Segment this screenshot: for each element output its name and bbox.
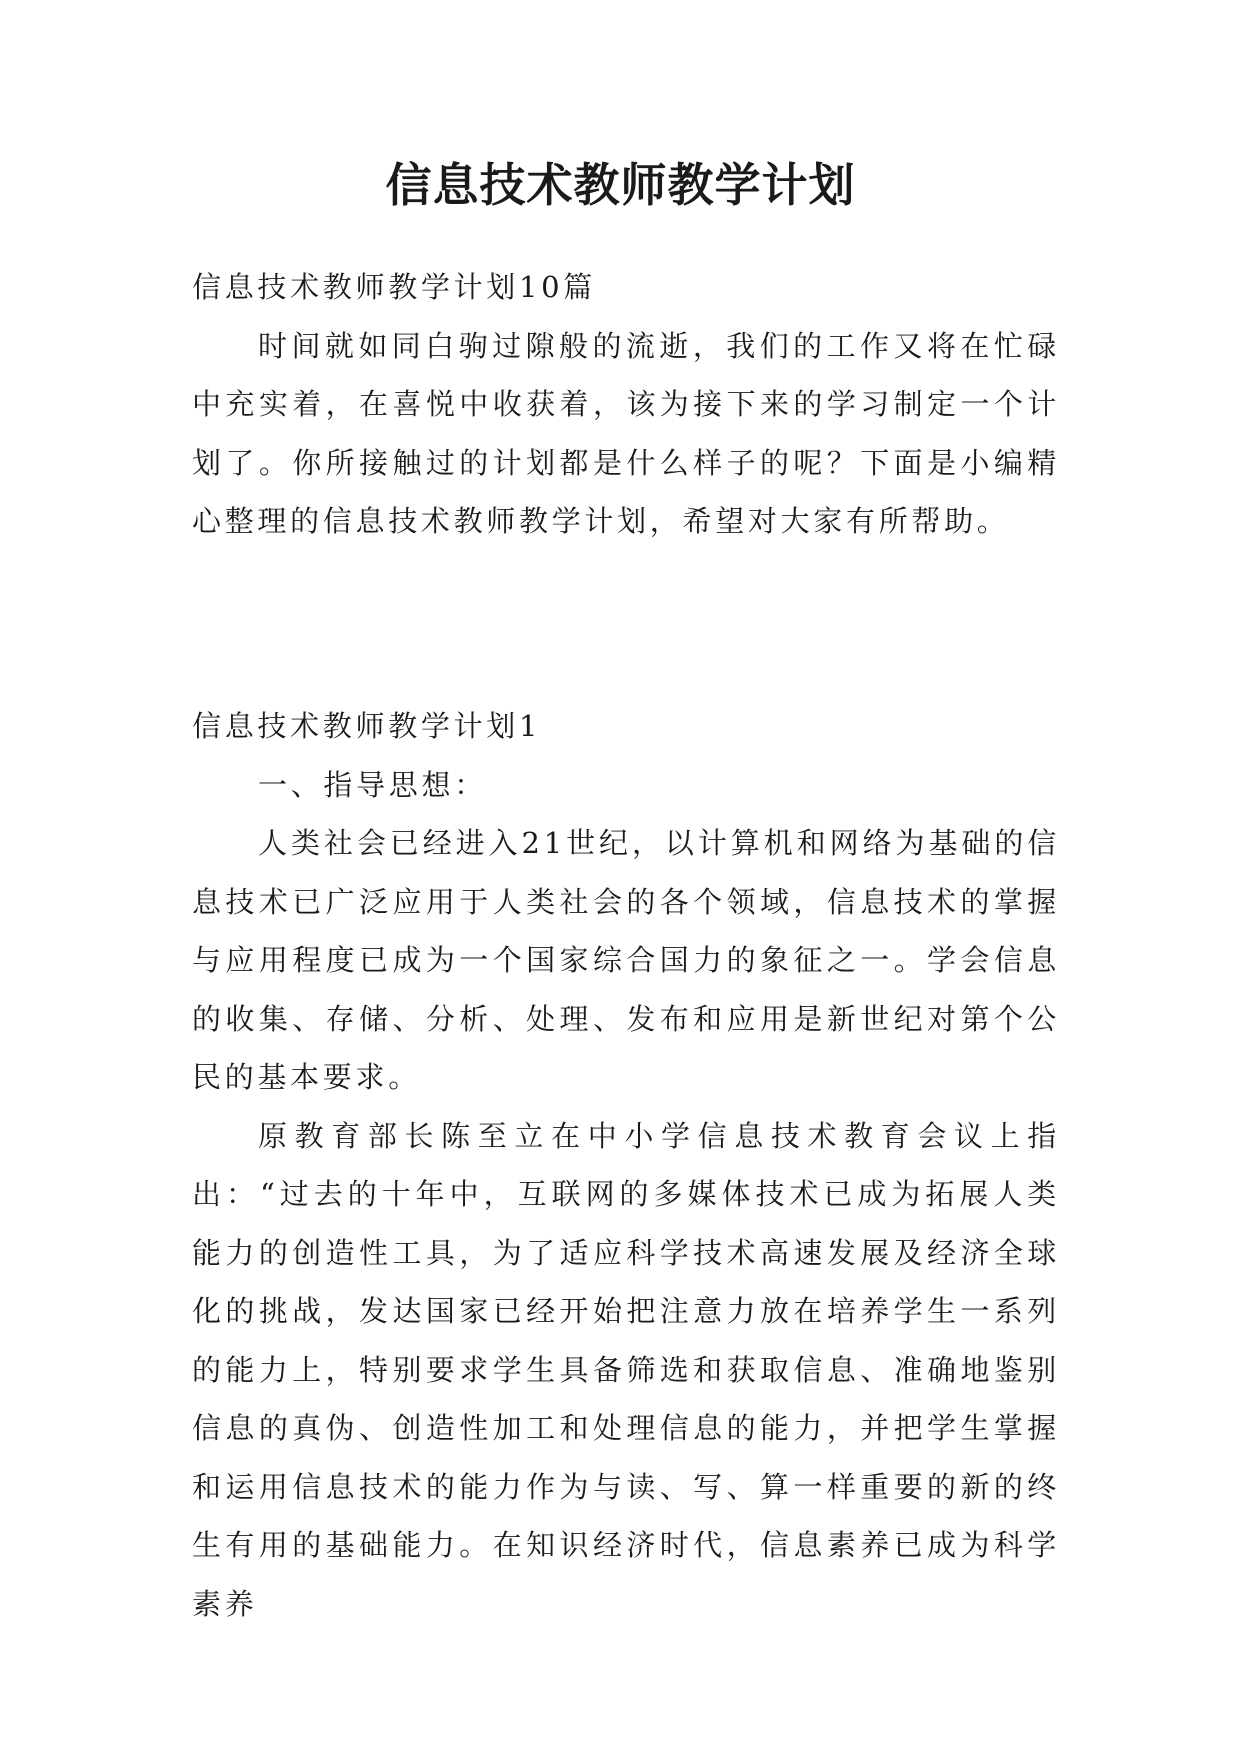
section-1-paragraph-2: 原教育部长陈至立在中小学信息技术教育会议上指出：“过去的十年中，互联网的多媒体技术已成为拓展人类能力的创造性工具，为了适应科学技术高速发展及经济全球化的挑战，发达国家已经开始把注意力放在培养学生一系列的能力上，特别要求学生具备筛选和获取信息、准确地鉴别信息的真伪、创造性加工和处理信息的能力，并把学生掌握和运用信息技术的能力作为与读、写、算一样重要的新的终生有用的基础能力。在知识经济时代，信息素养已成为科学素养: [192, 1118, 1060, 1621]
intro-block: [192, 258, 1060, 551]
intro-paragraph: 时间就如同白驹过隙般的流逝，我们的工作又将在忙碌中充实着，在喜悦中收获着，该为接下来的学习制定一个计划了。你所接触过的计划都是什么样子的呢？下面是小编精心整理的信息技术教师教学计划，希望对大家有所帮助。: [192, 328, 1060, 538]
section-1-paragraph-1: 人类社会已经进入21世纪，以计算机和网络为基础的信息技术已广泛应用于人类社会的各个领域，信息技术的掌握与应用程度已成为一个国家综合国力的象征之一。学会信息的收集、存储、分析、处理、发布和应用是新世纪对第个公民的基本要求。: [192, 826, 1060, 1094]
section-1-subheading: 一、指导思想：: [258, 767, 487, 802]
intro-subtitle: 信息技术教师教学计划10篇: [192, 270, 597, 304]
section-1-heading: 信息技术教师教学计划1: [192, 709, 542, 743]
document-title: 信息技术教师教学计划: [385, 158, 856, 212]
section-1-block: [192, 697, 1060, 1633]
